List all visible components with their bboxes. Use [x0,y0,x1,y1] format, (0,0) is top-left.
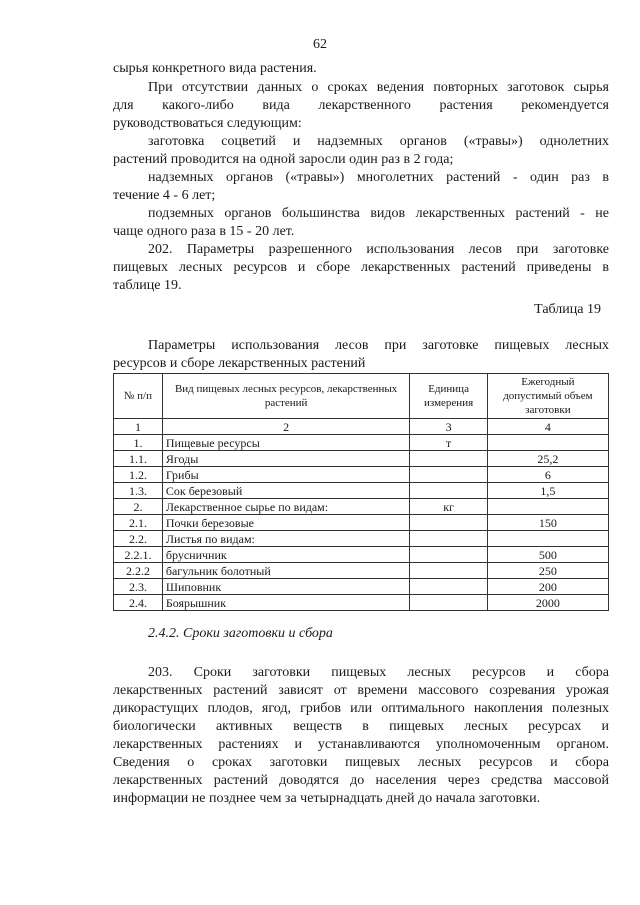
row-number: 1.1. [114,451,163,467]
text-line: дикорастущих плодов, ягод, грибов или оптимального накопления полезных [113,701,609,716]
row-name: Боярышник [162,595,410,611]
text-line: растений проводится на одной заросли один раз в 2 года; [113,152,454,167]
row-unit: кг [410,499,487,515]
text-line: информации не позднее чем за четырнадцать дней до начала заготовки. [113,791,541,806]
table-row [114,451,609,467]
text-line: для какого-либо вида лекарственного растения рекомендуется [113,98,609,113]
row-unit [410,563,487,579]
column-number: 4 [487,419,608,435]
text-line: При отсутствии данных о сроках ведения повторных заготовок сырья [148,80,609,95]
row-volume: 500 [487,547,608,563]
row-name: брусничник [162,547,410,563]
table-label: Таблица 19 [534,302,601,317]
text-line: лекарственных растений зависят от времени массового созревания урожая [113,683,609,698]
row-unit [410,531,487,547]
row-number: 2.3. [114,579,163,595]
column-numbers-row [114,419,609,435]
row-number: 2.4. [114,595,163,611]
table-title-line: ресурсов и сборе лекарственных растений [113,356,366,371]
section-title: 2.4.2. Сроки заготовки и сбора [148,626,333,641]
table-row [114,563,609,579]
row-unit: т [410,435,487,451]
page-number: 62 [313,37,327,52]
row-unit [410,483,487,499]
row-number: 2.1. [114,515,163,531]
row-number: 1. [114,435,163,451]
row-volume [487,531,608,547]
row-volume: 6 [487,467,608,483]
table-row [114,483,609,499]
text-line: сырья конкретного вида растения. [113,61,317,76]
row-number: 2.2. [114,531,163,547]
table-row [114,515,609,531]
row-number: 1.2. [114,467,163,483]
column-number: 1 [114,419,163,435]
text-line: чаще одного раза в 15 - 20 лет. [113,224,295,239]
row-volume: 250 [487,563,608,579]
row-name: Шиповник [162,579,410,595]
text-line: лекарственных растениях и устанавливаются уполномоченным органом. [113,737,609,752]
header-number: № п/п [114,374,163,419]
table-row [114,499,609,515]
header-resource-type: Вид пищевых лесных ресурсов, лекарственных растений [162,374,410,419]
parameters-table [113,373,609,611]
row-volume: 25,2 [487,451,608,467]
text-line: подземных органов большинства видов лекарственных растений - не [148,206,609,221]
text-line: таблице 19. [113,278,182,293]
text-line: лекарственных растений доводятся до населения через средства массовой [113,773,609,788]
table-row [114,579,609,595]
table-header-row [114,374,609,419]
row-unit [410,595,487,611]
header-annual-volume: Ежегодный допустимый объем заготовки [487,374,608,419]
text-line: биологически активных веществ в пищевых лесных ресурсах и [113,719,609,734]
header-unit: Единица измерения [410,374,487,419]
row-volume [487,435,608,451]
row-unit [410,451,487,467]
text-line: пищевых лесных ресурсов и сборе лекарственных растений приведены в [113,260,609,275]
text-line: течение 4 - 6 лет; [113,188,216,203]
row-number: 2. [114,499,163,515]
row-name: Лекарственное сырье по видам: [162,499,410,515]
table-row [114,547,609,563]
row-name: багульник болотный [162,563,410,579]
row-volume [487,499,608,515]
text-line: 202. Параметры разрешенного использования лесов при заготовке [148,242,609,257]
row-name: Пищевые ресурсы [162,435,410,451]
row-unit [410,547,487,563]
row-volume: 1,5 [487,483,608,499]
row-unit [410,467,487,483]
row-name: Почки березовые [162,515,410,531]
table-title-line: Параметры использования лесов при заготовке пищевых лесных [148,338,609,353]
column-number: 2 [162,419,410,435]
table-row [114,435,609,451]
text-line: 203. Сроки заготовки пищевых лесных ресурсов и сбора [148,665,609,680]
row-name: Сок березовый [162,483,410,499]
row-number: 2.2.1. [114,547,163,563]
table-row [114,531,609,547]
row-volume: 200 [487,579,608,595]
row-name: Листья по видам: [162,531,410,547]
row-unit [410,579,487,595]
row-name: Грибы [162,467,410,483]
row-volume: 2000 [487,595,608,611]
text-line: Сведения о сроках заготовки пищевых лесных ресурсов и сбора [113,755,609,770]
text-line: заготовка соцветий и надземных органов («травы») однолетних [148,134,609,149]
row-number: 1.3. [114,483,163,499]
text-line: надземных органов («травы») многолетних растений - один раз в [148,170,609,185]
row-number: 2.2.2 [114,563,163,579]
row-name: Ягоды [162,451,410,467]
row-unit [410,515,487,531]
row-volume: 150 [487,515,608,531]
table-row [114,467,609,483]
column-number: 3 [410,419,487,435]
text-line: руководствоваться следующим: [113,116,302,131]
table-row [114,595,609,611]
